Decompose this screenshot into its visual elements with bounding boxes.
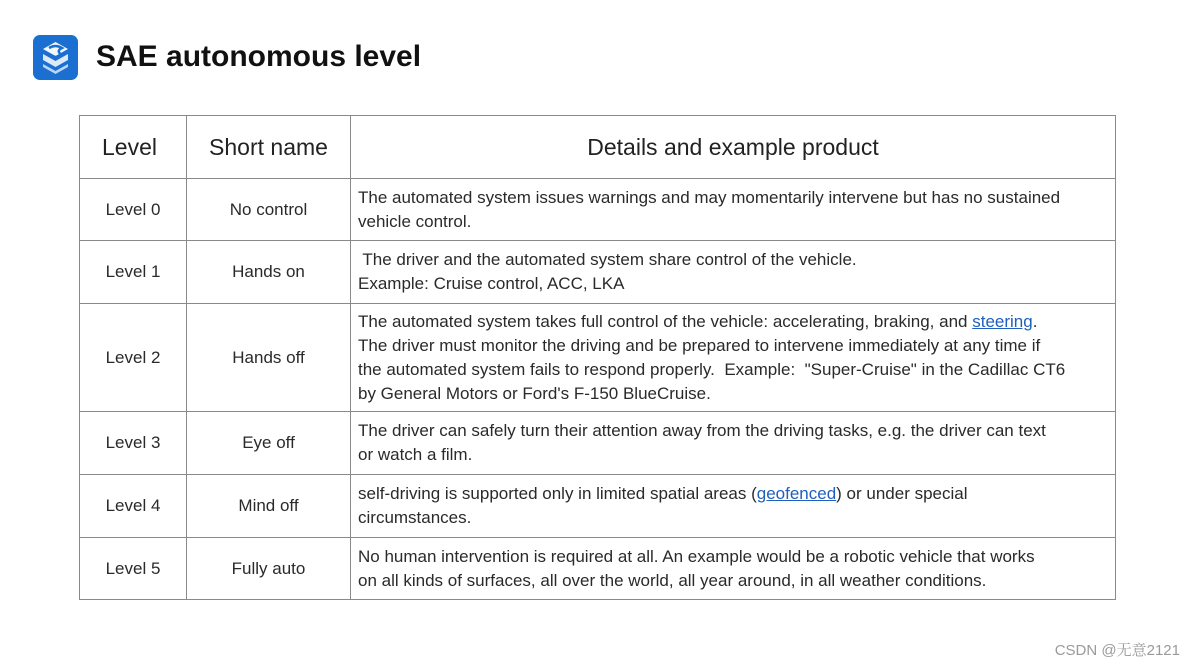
details-text: on all kinds of surfaces, all over the world, all year around, in all weather conditions. — [358, 570, 987, 590]
details-cell — [351, 304, 1116, 412]
details-cell — [351, 241, 1116, 304]
details-cell — [351, 179, 1116, 241]
s-logo-icon — [33, 35, 78, 80]
details-text: circumstances. — [358, 508, 472, 527]
details-cell — [351, 412, 1116, 475]
level-cell: Level 1 — [80, 241, 187, 304]
details-text: . — [1032, 311, 1038, 331]
watermark: CSDN @无意2121 — [1054, 642, 1180, 659]
short-name-cell: Hands off — [187, 304, 351, 412]
details-line — [358, 334, 1107, 358]
details-line — [358, 545, 1107, 569]
short-name-cell: No control — [187, 179, 351, 241]
level-cell: Level 3 — [80, 412, 187, 475]
table-row — [80, 412, 1116, 475]
column-header-short-name: Short name — [187, 116, 351, 179]
short-name-cell: Mind off — [187, 475, 351, 538]
logo — [33, 35, 78, 80]
steering-link[interactable]: steering — [972, 311, 1033, 331]
short-name-cell: Hands on — [187, 241, 351, 304]
table-row — [80, 179, 1116, 241]
details-line — [358, 358, 1107, 382]
details-line — [358, 569, 1107, 593]
details-text: The driver must monitor the driving and be prepared to intervene immediately at any time if — [358, 335, 1041, 355]
details-text: ) or under special — [836, 484, 968, 503]
details-line — [358, 186, 1107, 210]
details-text: or watch a film. — [358, 445, 473, 464]
short-name-cell: Fully auto — [187, 538, 351, 600]
details-text: The automated system takes full control of the vehicle: accelerating, braking, and — [358, 311, 973, 331]
details-line — [358, 482, 1107, 506]
level-cell: Level 5 — [80, 538, 187, 600]
details-line — [358, 419, 1107, 443]
table-row — [80, 475, 1116, 538]
details-line — [358, 210, 1107, 234]
column-header-details: Details and example product — [351, 116, 1116, 179]
level-cell: Level 4 — [80, 475, 187, 538]
details-cell — [351, 475, 1116, 538]
details-text: The driver and the automated system share control of the vehicle. — [358, 250, 857, 269]
details-line — [358, 443, 1107, 467]
table-header-row — [80, 116, 1116, 179]
details-text: self-driving is supported only in limited spatial areas ( — [358, 484, 757, 503]
details-text: No human intervention is required at all. An example would be a robotic vehicle that works — [358, 546, 1035, 566]
level-cell: Level 2 — [80, 304, 187, 412]
column-header-level: Level — [80, 116, 187, 179]
details-line — [358, 272, 1107, 296]
details-line — [358, 248, 1107, 272]
details-cell — [351, 538, 1116, 600]
details-text: The driver can safely turn their attention away from the driving tasks, e.g. the driver can text — [358, 421, 1046, 440]
table-row — [80, 241, 1116, 304]
details-text: The automated system issues warnings and may momentarily intervene but has no sustained — [358, 187, 1061, 207]
details-text: Example: Cruise control, ACC, LKA — [358, 274, 625, 293]
sae-level-table — [79, 115, 1116, 600]
details-text: vehicle control. — [358, 211, 472, 231]
details-text: the automated system fails to respond properly. Example: "Super-Cruise" in the Cadillac CT6 — [358, 359, 1066, 379]
geofenced-link[interactable]: geofenced — [756, 484, 837, 503]
details-line — [358, 382, 1107, 406]
table-row — [80, 304, 1116, 412]
level-cell: Level 0 — [80, 179, 187, 241]
details-text: by General Motors or Ford's F-150 BlueCruise. — [358, 383, 711, 403]
details-line — [358, 506, 1107, 530]
page-title: SAE autonomous level — [96, 40, 422, 73]
table-row — [80, 538, 1116, 600]
short-name-cell: Eye off — [187, 412, 351, 475]
details-line — [358, 310, 1107, 334]
